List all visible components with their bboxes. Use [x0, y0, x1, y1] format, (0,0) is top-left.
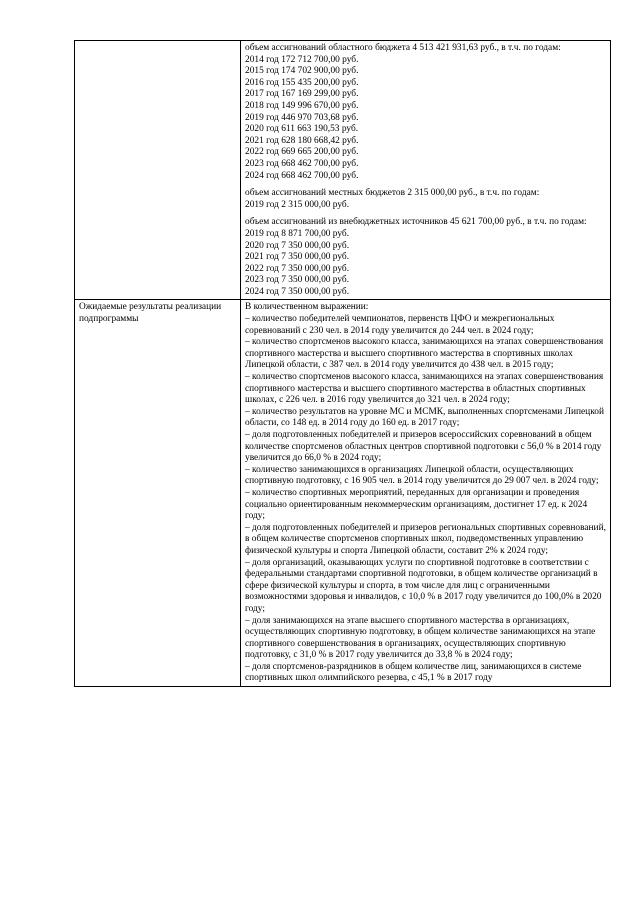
- result-item: – доля организаций, оказывающих услуги по спортивной подготовке в соответствии с федеральными стандартами спортивной подготовки, в общем количестве организаций в сфере физической культуры и спорта, в том числе для лиц с ограниченными возможностями здоровья и инвалидов, с 10,0 % в 2017 году увеличится до 100,0% в 2020 году;: [245, 557, 602, 614]
- regional-budget-years: [245, 55, 606, 183]
- regional-budget-heading: объем ассигнований областного бюджета 4 513 421 931,63 руб., в т.ч. по годам:: [245, 43, 561, 53]
- funding-label-cell: [75, 41, 241, 300]
- result-item: – доля подготовленных победителей и призеров всероссийских соревнований в общем количестве спортсменов областных центров спортивной подготовки с 56,0 % в 2014 году увеличится до 66,0 % в 2024 году;: [245, 430, 602, 464]
- budget-year-line: 2021 год 628 180 668,42 руб.: [245, 135, 359, 146]
- local-budget-heading: объем ассигнований местных бюджетов 2 315 000,00 руб., в т.ч. по годам:: [245, 188, 540, 199]
- result-item: – количество спортсменов высокого класса, занимающихся на этапах совершенствования спортивного мастерства и высшего спортивного мастерства в спортивных школах Липецкой области, с 387 чел. в 2014 году увеличится до 438 чел. в 2015 году;: [245, 337, 604, 371]
- funding-content-cell: [241, 41, 611, 300]
- result-item: – доля спортсменов-разрядников в общем количестве лиц, занимающихся в системе спортивных школ олимпийского резерва, с 45,1 % в 2017 году: [245, 661, 582, 684]
- result-item: – доля подготовленных победителей и призеров региональных спортивных соревнований, в общем количестве спортсменов спортивных школ, подведомственных управлению физической культуры и спорта Липецкой области, составит 2% к 2024 году;: [245, 522, 606, 556]
- result-item: – количество занимающихся в организациях Липецкой области, осуществляющих спортивную подготовку, с 16 905 чел. в 2014 году увеличится до 29 007 чел. в 2024 году;: [245, 464, 599, 487]
- budget-year-line: 2021 год 7 350 000,00 руб.: [245, 252, 350, 263]
- budget-year-line: 2023 год 7 350 000,00 руб.: [245, 275, 350, 286]
- local-budget-block: [245, 188, 606, 211]
- extrabudget-heading: объем ассигнований из внебюджетных источников 45 621 700,00 руб., в т.ч. по годам:: [245, 217, 587, 228]
- budget-year-line: 2017 год 167 169 299,00 руб.: [245, 89, 359, 100]
- result-item: – количество результатов на уровне МС и МСМК, выполненных спортсменами Липецкой области, со 148 ед. в 2014 году до 160 ед. в 2017 году;: [245, 406, 604, 429]
- budget-year-line: 2019 год 2 315 000,00 руб.: [245, 199, 350, 210]
- subprogram-passport-table: [74, 40, 611, 687]
- result-item: – количество победителей чемпионатов, первенств ЦФО и межрегиональных соревнований с 230 чел. в 2014 году увеличится до 244 чел. в 2024 году;: [245, 314, 555, 336]
- extrabudget-block: [245, 217, 606, 298]
- result-item: – количество спортивных мероприятий, переданных для организации и проведения социально ориентированным некоммерческим организациям, достигнет 17 ед. к 2024 году;: [245, 487, 588, 522]
- regional-budget-block: [245, 43, 606, 182]
- budget-year-line: 2024 год 7 350 000,00 руб.: [245, 286, 350, 297]
- budget-year-line: 2023 год 668 462 700,00 руб.: [245, 158, 359, 169]
- budget-year-line: 2018 год 149 996 670,00 руб.: [245, 100, 359, 111]
- budget-year-line: 2014 год 172 712 700,00 руб.: [245, 54, 359, 65]
- result-item: – доля занимающихся на этапе высшего спортивного мастерства в организациях, осуществляющих спортивную подготовку, в общем количестве занимающихся на этапе спортивного совершенствования в организациях, осуществляющих спортивную подготовку, с 31,0 % в 2017 году увеличится до 33,8 % в 2024 году;: [245, 615, 596, 661]
- extrabudget-years: [245, 229, 606, 299]
- results-list: [245, 314, 606, 685]
- local-budget-years: [245, 200, 606, 212]
- budget-year-line: 2020 год 611 663 190,53 руб.: [245, 124, 359, 135]
- budget-year-line: 2019 год 8 871 700,00 руб.: [245, 228, 350, 239]
- results-content-cell: [241, 300, 611, 687]
- budget-year-line: 2019 год 446 970 703,68 руб.: [245, 112, 359, 123]
- budget-year-line: 2016 год 155 435 200,00 руб.: [245, 77, 359, 88]
- results-row: [75, 300, 611, 687]
- budget-year-line: 2020 год 7 350 000,00 руб.: [245, 240, 350, 251]
- budget-year-line: 2022 год 669 665 200,00 руб.: [245, 147, 359, 158]
- budget-year-line: 2022 год 7 350 000,00 руб.: [245, 263, 350, 274]
- results-label-cell: Ожидаемые результаты реализации подпрограммы: [75, 300, 241, 687]
- budget-year-line: 2024 год 668 462 700,00 руб.: [245, 170, 359, 181]
- result-item: – количество спортсменов высокого класса, занимающихся на этапах совершенствования спортивного мастерства и высшего спортивного мастерства в областных спортивных школах, с 226 чел. в 2016 году увеличится до 321 чел. в 2024 году;: [245, 372, 604, 406]
- funding-row: [75, 41, 611, 300]
- budget-year-line: 2015 год 174 702 900,00 руб.: [245, 66, 359, 77]
- results-intro: В количественном выражении:: [245, 302, 369, 313]
